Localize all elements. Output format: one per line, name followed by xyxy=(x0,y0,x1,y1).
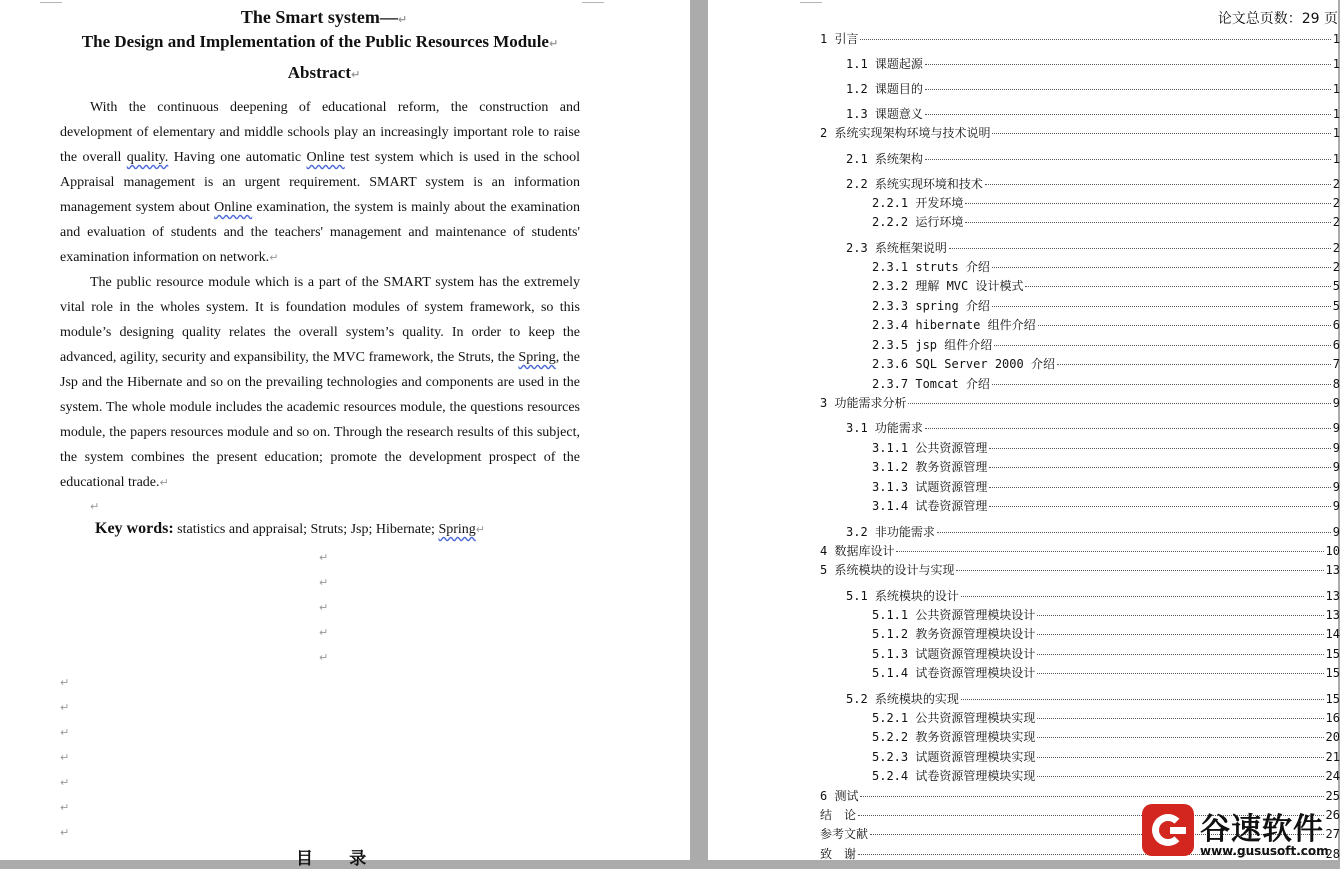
toc-entry-title: 5.2.3 试题资源管理模块实现 xyxy=(872,750,1036,764)
toc-leader-dots xyxy=(1037,718,1323,719)
toc-leader-dots xyxy=(965,203,1330,204)
toc-entry-title: 5.2.1 公共资源管理模块实现 xyxy=(872,711,1036,725)
toc-entry-title: 2.3.4 hibernate 组件介绍 xyxy=(872,318,1036,332)
paragraph-mark: ↵ xyxy=(319,626,329,639)
toc-entry-page: 6 xyxy=(1332,338,1340,352)
toc-entry[interactable] xyxy=(846,105,1340,122)
toc-entry-title: 2.3.1 struts 介绍 xyxy=(872,260,990,274)
toc-entry-title: 2.3.2 理解 MVC 设计模式 xyxy=(872,279,1024,293)
toc-entry[interactable] xyxy=(872,497,1340,514)
toc-leader-dots xyxy=(1038,325,1331,326)
toc-leader-dots xyxy=(961,699,1324,700)
toc-entry-title: 5 系统模块的设计与实现 xyxy=(820,563,955,577)
watermark-name: 谷速软件 xyxy=(1200,812,1324,847)
toc-leader-dots xyxy=(860,39,1330,40)
paragraph-mark: ↵ xyxy=(60,726,70,739)
toc-entry[interactable] xyxy=(846,690,1340,707)
toc-entry-title: 1.1 课题起源 xyxy=(846,57,923,71)
toc-entry[interactable] xyxy=(872,316,1340,333)
toc-entry-title: 5.1.3 试题资源管理模块设计 xyxy=(872,647,1036,661)
abstract-title-line2: The Design and Implementation of the Public Resources Module↵ xyxy=(81,32,559,51)
toc-entry-title: 2.3.7 Tomcat 介绍 xyxy=(872,377,990,391)
paragraph-mark: ↵ xyxy=(60,826,70,839)
toc-leader-dots xyxy=(925,428,1331,429)
toc-entry-page: 9 xyxy=(1332,421,1340,435)
toc-entry-title: 5.2 系统模块的实现 xyxy=(846,692,959,706)
toc-entry-title: 3.1.4 试卷资源管理 xyxy=(872,499,988,513)
toc-leader-dots xyxy=(989,487,1330,488)
toc-leader-dots xyxy=(1037,654,1323,655)
toc-leader-dots xyxy=(985,184,1331,185)
toc-leader-dots xyxy=(1037,673,1323,674)
toc-entry-title: 2.3.5 jsp 组件介绍 xyxy=(872,338,993,352)
toc-entry-page: 13 xyxy=(1325,563,1340,577)
abstract-title-line1: The Smart system—↵ xyxy=(240,7,408,27)
toc-entry-title: 2.3.6 SQL Server 2000 介绍 xyxy=(872,357,1055,371)
toc-entry[interactable] xyxy=(846,523,1340,540)
toc-entry-title: 3.1.2 教务资源管理 xyxy=(872,460,988,474)
toc-leader-dots xyxy=(1037,776,1323,777)
toc-entry-title: 3.1.3 试题资源管理 xyxy=(872,480,988,494)
spellcheck-word[interactable]: Spring xyxy=(438,522,476,537)
toc-leader-dots xyxy=(1037,615,1323,616)
toc-entry-page: 9 xyxy=(1332,396,1340,410)
toc-entry-page: 16 xyxy=(1325,711,1340,725)
toc-leader-dots xyxy=(1037,757,1323,758)
toc-entry-title: 5.2.2 教务资源管理模块实现 xyxy=(872,730,1036,744)
toc-leader-dots xyxy=(1037,634,1323,635)
toc-entry[interactable] xyxy=(872,728,1340,745)
toc-entry[interactable] xyxy=(846,175,1340,192)
toc-entry-title: 2.3 系统框架说明 xyxy=(846,241,947,255)
toc-leader-dots xyxy=(908,403,1330,404)
toc-entry-title: 5.1.4 试卷资源管理模块设计 xyxy=(872,666,1036,680)
toc-entry[interactable] xyxy=(872,258,1340,275)
toc-entry-page: 20 xyxy=(1325,730,1340,744)
toc-entry[interactable] xyxy=(872,767,1340,784)
toc-entry-page: 9 xyxy=(1332,480,1340,494)
toc-leader-dots xyxy=(1037,737,1323,738)
toc-entry[interactable] xyxy=(846,80,1340,97)
toc-entry[interactable] xyxy=(846,150,1340,167)
toc-entry-title: 1.3 课题意义 xyxy=(846,107,923,121)
toc-leader-dots xyxy=(925,64,1331,65)
toc-entry[interactable] xyxy=(872,458,1340,475)
keywords-line: Key words: statistics and appraisal; Struts; Jsp; Hibernate; Spring↵ xyxy=(95,520,486,537)
toc-entry-title: 1.2 课题目的 xyxy=(846,82,923,96)
toc-entry[interactable] xyxy=(820,561,1340,578)
toc-leader-dots xyxy=(860,796,1323,797)
toc-entry-page: 9 xyxy=(1332,499,1340,513)
toc-entry[interactable] xyxy=(846,419,1340,436)
spellcheck-word[interactable]: Online xyxy=(214,200,253,215)
toc-leader-dots xyxy=(992,384,1331,385)
toc-entry-title: 3.2 非功能需求 xyxy=(846,525,935,539)
paragraph-mark: ↵ xyxy=(319,651,329,664)
total-pages-label: 论文总页数：29 页 xyxy=(1217,11,1338,27)
paragraph-mark: ↵ xyxy=(60,751,70,764)
toc-leader-dots xyxy=(937,532,1331,533)
toc-entry[interactable] xyxy=(872,709,1340,726)
toc-entry-page: 15 xyxy=(1325,666,1340,680)
toc-entry-page: 10 xyxy=(1325,544,1340,558)
toc-leader-dots xyxy=(925,89,1331,90)
toc-entry[interactable] xyxy=(872,375,1340,392)
toc-entry[interactable] xyxy=(872,664,1340,681)
toc-entry-page: 1 xyxy=(1332,107,1340,121)
toc-entry-title: 5.1.2 教务资源管理模块设计 xyxy=(872,627,1036,641)
toc-entry-title: 致 谢 xyxy=(820,847,857,861)
toc-leader-dots xyxy=(896,551,1323,552)
toc-entry[interactable] xyxy=(872,355,1340,372)
toc-entry-title: 3 功能需求分析 xyxy=(820,396,907,410)
toc-leader-dots xyxy=(1025,286,1330,287)
toc-entry-title: 2.3.3 spring 介绍 xyxy=(872,299,990,313)
toc-entry-page: 2 xyxy=(1332,215,1340,229)
toc-entry-page: 6 xyxy=(1332,318,1340,332)
toc-entry-page: 2 xyxy=(1332,260,1340,274)
toc-entry-page: 1 xyxy=(1332,57,1340,71)
abstract-heading: Abstract↵ xyxy=(287,63,361,82)
toc-entry-page: 26 xyxy=(1325,808,1340,822)
toc-entry-title: 3.1.1 公共资源管理 xyxy=(872,441,988,455)
toc-leader-dots xyxy=(989,448,1330,449)
paragraph-mark: ↵ xyxy=(60,776,70,789)
spellcheck-word[interactable]: quality. xyxy=(126,150,169,165)
page-corner-mark xyxy=(40,2,62,3)
paragraph-mark: ↵ xyxy=(60,676,70,689)
toc-entry-page: 21 xyxy=(1325,750,1340,764)
abstract-paragraph-2: The public resource module which is a part of the SMART system has the extremely vital role in the wholes system. It is foundation modules of system framework, so this module’s designing quality relates the overall system’s quality. In order to keep the advanced, agility, security and expansibility, the MVC framework, the Struts, the Spring, the Jsp and the Hibernate and so on the prevailing technologies and components are used in the system. The whole module includes the academic resources module, the questions resources module, the papers resources module and so on. Through the research results of this subject, the system combines the present education; promote the development prospect of the educational trade.↵ xyxy=(60,275,581,490)
toc-leader-dots xyxy=(992,133,1330,134)
toc-leader-dots xyxy=(994,345,1331,346)
watermark-url: www.gususoft.com xyxy=(1200,844,1329,858)
toc-leader-dots xyxy=(1057,364,1331,365)
spellcheck-word[interactable]: Spring xyxy=(518,350,556,365)
toc-entry-page: 5 xyxy=(1332,279,1340,293)
toc-entry-page: 2 xyxy=(1332,241,1340,255)
toc-entry-page: 5 xyxy=(1332,299,1340,313)
toc-entry[interactable] xyxy=(846,55,1340,72)
paragraph-mark: ↵ xyxy=(60,801,70,814)
toc-leader-dots xyxy=(925,114,1331,115)
toc-entry-title: 1 引言 xyxy=(820,32,859,46)
toc-entry-page: 8 xyxy=(1332,377,1340,391)
toc-heading: 目 录 xyxy=(296,849,383,868)
toc-leader-dots xyxy=(992,306,1331,307)
toc-leader-dots xyxy=(956,570,1323,571)
watermark-logo xyxy=(1142,804,1338,860)
toc-entry-page: 24 xyxy=(1325,769,1340,783)
page-corner-mark xyxy=(582,2,604,3)
toc-entry-title: 2.2 系统实现环境和技术 xyxy=(846,177,983,191)
toc-leader-dots xyxy=(992,267,1331,268)
toc-entry-page: 15 xyxy=(1325,692,1340,706)
toc-entry[interactable] xyxy=(872,336,1340,353)
toc-entry-title: 5.1.1 公共资源管理模块设计 xyxy=(872,608,1036,622)
toc-entry-page: 15 xyxy=(1325,647,1340,661)
toc-entry-page: 13 xyxy=(1325,589,1340,603)
toc-entry[interactable] xyxy=(872,625,1340,642)
toc-entry-page: 28 xyxy=(1325,847,1340,861)
toc-entry[interactable] xyxy=(820,124,1340,141)
toc-leader-dots xyxy=(965,222,1330,223)
toc-leader-dots xyxy=(989,467,1330,468)
toc-entry[interactable] xyxy=(872,478,1340,495)
toc-entry-title: 参考文献 xyxy=(820,827,869,841)
toc-entry-page: 7 xyxy=(1332,357,1340,371)
toc-entry-title: 6 测试 xyxy=(820,789,859,803)
toc-entry[interactable] xyxy=(872,748,1340,765)
toc-entry[interactable] xyxy=(872,297,1340,314)
toc-entry[interactable] xyxy=(872,645,1340,662)
toc-entry[interactable] xyxy=(872,606,1340,623)
toc-entry-title: 3.1 功能需求 xyxy=(846,421,923,435)
toc-entry-title: 2.2.2 运行环境 xyxy=(872,215,964,229)
toc-leader-dots xyxy=(961,596,1324,597)
toc-entry[interactable] xyxy=(820,787,1340,804)
toc-entry-page: 1 xyxy=(1332,32,1340,46)
toc-entry-page: 1 xyxy=(1332,152,1340,166)
toc-entry-title: 4 数据库设计 xyxy=(820,544,895,558)
toc-entry-page: 25 xyxy=(1325,789,1340,803)
toc-entry[interactable] xyxy=(820,394,1340,411)
toc-entry-title: 2 系统实现架构环境与技术说明 xyxy=(820,126,991,140)
paragraph-mark: ↵ xyxy=(60,701,70,714)
toc-entry[interactable] xyxy=(820,30,1340,47)
toc-entry-page: 27 xyxy=(1325,827,1340,841)
paragraph-mark: ↵ xyxy=(319,576,329,589)
toc-entry-page: 9 xyxy=(1332,460,1340,474)
toc-entry[interactable] xyxy=(872,439,1340,456)
toc-entry-title: 5.2.4 试卷资源管理模块实现 xyxy=(872,769,1036,783)
toc-leader-dots xyxy=(949,248,1331,249)
toc-entry[interactable] xyxy=(872,277,1340,294)
abstract-paragraph-1: With the continuous deepening of educational reform, the construction and development of elementary and middle schools play an increasingly important role to raise the overall quality. Having one automatic Online test system which is used in the school Appraisal management is an urgent requirement. SMART system is an information management system about Online examination, the system is mainly about the examination and evaluation of students and the teachers' management and maintenance of students' examination information on network.↵ xyxy=(60,100,580,265)
keywords-label: Key words: xyxy=(95,520,174,537)
toc-entry[interactable] xyxy=(846,587,1340,604)
page-corner-mark xyxy=(800,2,822,3)
toc-entry-page: 14 xyxy=(1325,627,1340,641)
toc-entry-page: 9 xyxy=(1332,525,1340,539)
toc-leader-dots xyxy=(925,159,1331,160)
toc-entry-page: 2 xyxy=(1332,196,1340,210)
logo-g-icon xyxy=(1142,804,1194,856)
paragraph-mark: ↵ xyxy=(90,500,100,513)
spellcheck-word[interactable]: Online xyxy=(306,150,345,165)
toc-entry-page: 13 xyxy=(1325,608,1340,622)
toc-entry-page: 2 xyxy=(1332,177,1340,191)
toc-entry-title: 结 论 xyxy=(820,808,857,822)
paragraph-mark: ↵ xyxy=(319,601,329,614)
toc-entry[interactable] xyxy=(872,213,1340,230)
toc-entry-title: 2.2.1 开发环境 xyxy=(872,196,964,210)
toc-entry-page: 1 xyxy=(1332,82,1340,96)
toc-entry-title: 2.1 系统架构 xyxy=(846,152,923,166)
toc-entry[interactable] xyxy=(872,194,1340,211)
toc-entry-page: 1 xyxy=(1332,126,1340,140)
toc-entry-title: 5.1 系统模块的设计 xyxy=(846,589,959,603)
toc-entry-page: 9 xyxy=(1332,441,1340,455)
toc-entry[interactable] xyxy=(820,542,1340,559)
paragraph-mark: ↵ xyxy=(319,551,329,564)
toc-entry[interactable] xyxy=(846,239,1340,256)
toc-leader-dots xyxy=(989,506,1330,507)
